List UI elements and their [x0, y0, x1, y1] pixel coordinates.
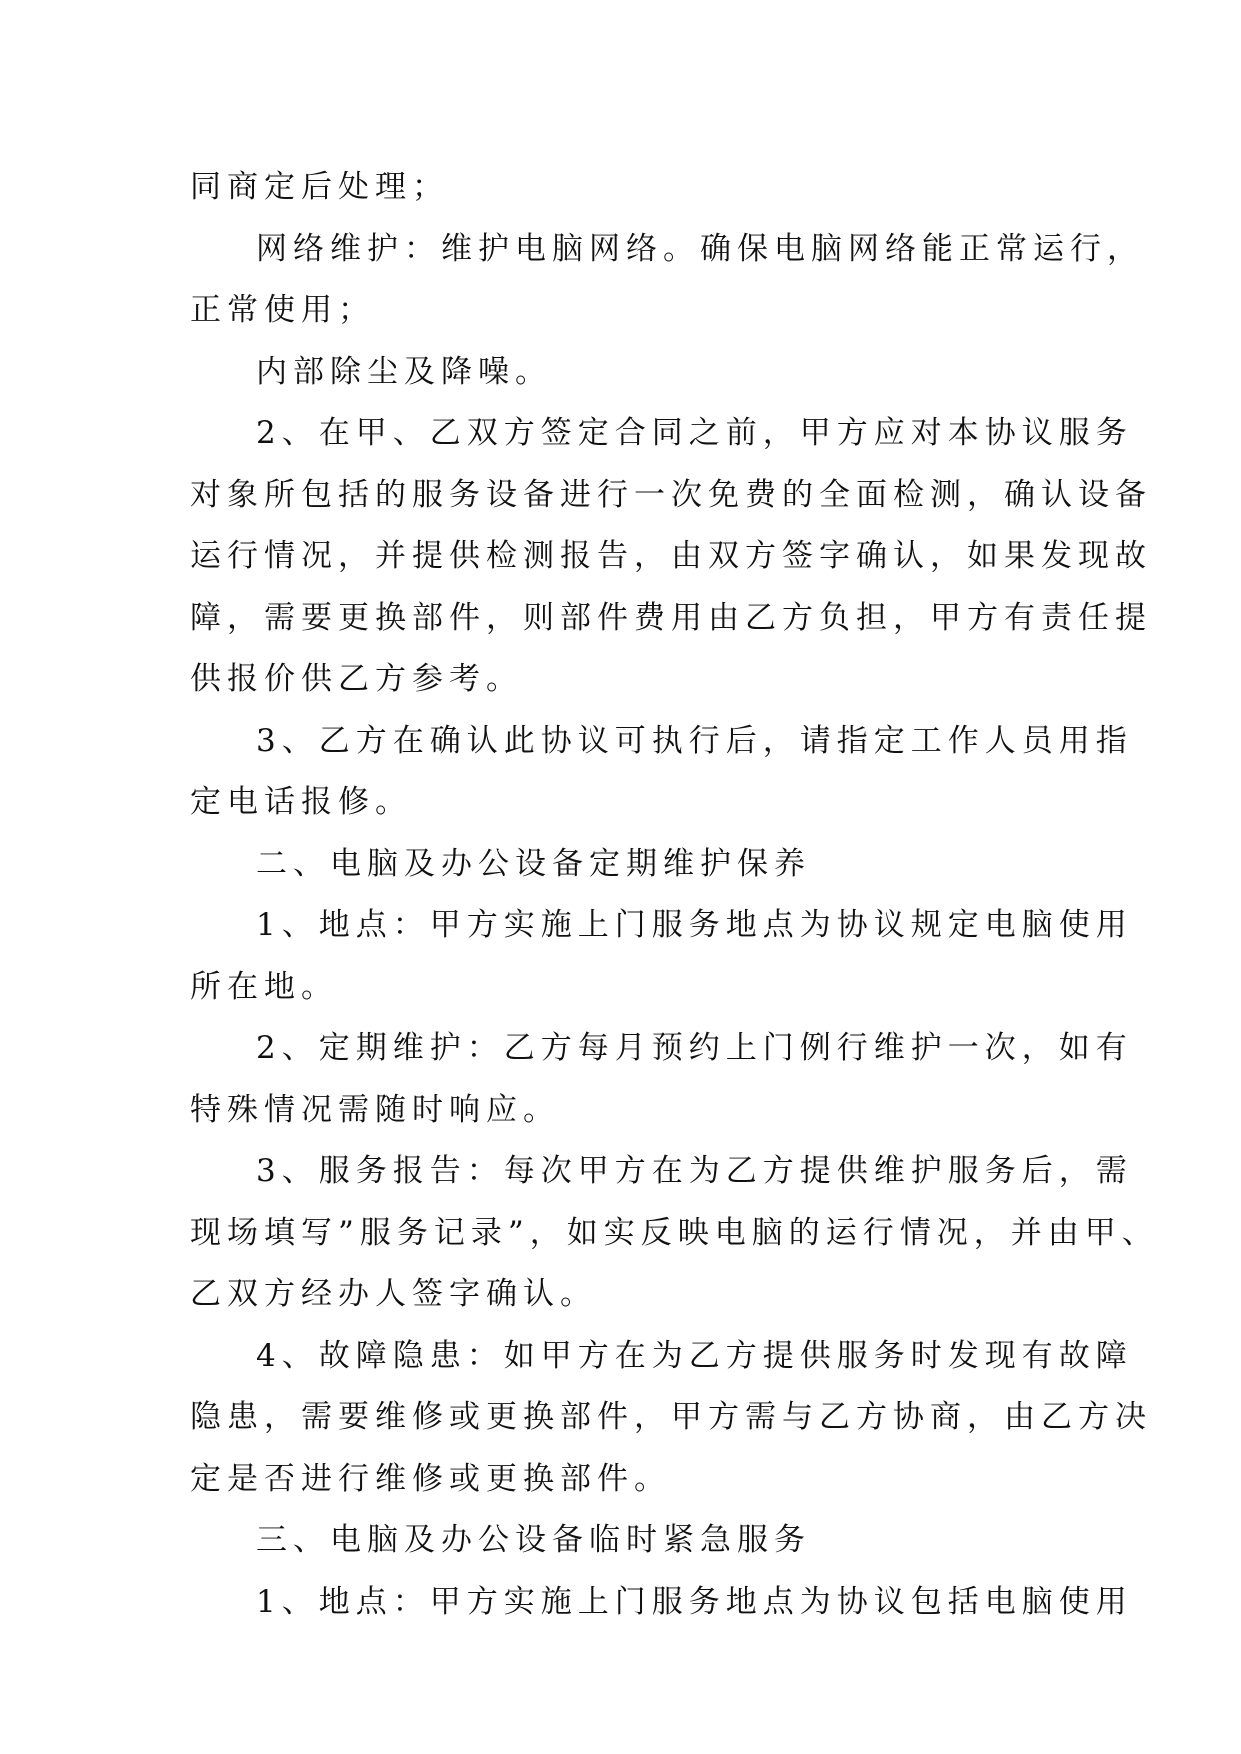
text-line-17: 3、服务报告：每次甲方在为乙方提供维护服务后，需 — [256, 1153, 1133, 1189]
text-line-18: 现场填写”服务记录”，如实反映电脑的运行情况，并由甲、 — [190, 1214, 1159, 1251]
text-line-15: 2、定期维护：乙方每月预约上门例行维护一次，如有 — [256, 1030, 1133, 1066]
text-line-20: 4、故障隐患：如甲方在为乙方提供服务时发现有故障 — [256, 1337, 1133, 1374]
text-line-10: 3、乙方在确认此协议可执行后，请指定工作人员用指 — [256, 722, 1133, 759]
text-line-22: 定是否进行维修或更换部件。 — [190, 1460, 671, 1497]
text-line-6: 对象所包括的服务设备进行一次免费的全面检测，确认设备 — [190, 476, 1152, 513]
text-line-2: 网络维护：维护电脑网络。确保电脑网络能正常运行， — [256, 230, 1144, 267]
text-line-4: 内部除尘及降噪。 — [256, 353, 552, 390]
text-line-16: 特殊情况需随时响应。 — [190, 1091, 560, 1128]
text-line-5: 2、在甲、乙双方签定合同之前，甲方应对本协议服务 — [256, 415, 1133, 451]
text-line-8: 障，需要更换部件，则部件费用由乙方负担，甲方有责任提 — [190, 599, 1152, 636]
text-line-3: 正常使用； — [190, 292, 375, 328]
text-line-11: 定电话报修。 — [190, 784, 412, 820]
document-body — [190, 157, 1159, 1633]
text-line-21: 隐患，需要维修或更换部件，甲方需与乙方协商，由乙方决 — [190, 1399, 1152, 1435]
text-line-7: 运行情况，并提供检测报告，由双方签字确认，如果发现故 — [190, 538, 1152, 574]
text-line-19: 乙双方经办人签字确认。 — [190, 1276, 597, 1312]
text-line-14: 所在地。 — [190, 968, 338, 1005]
text-line-9: 供报价供乙方参考。 — [190, 661, 523, 697]
text-line-24: 1、地点：甲方实施上门服务地点为协议包括电脑使用 — [256, 1583, 1133, 1620]
section-heading-2: 二、电脑及办公设备定期维护保养 — [256, 845, 811, 882]
text-line-1: 同商定后处理； — [190, 169, 449, 205]
text-line-13: 1、地点：甲方实施上门服务地点为协议规定电脑使用 — [256, 907, 1133, 943]
section-heading-3: 三、电脑及办公设备临时紧急服务 — [256, 1522, 811, 1558]
